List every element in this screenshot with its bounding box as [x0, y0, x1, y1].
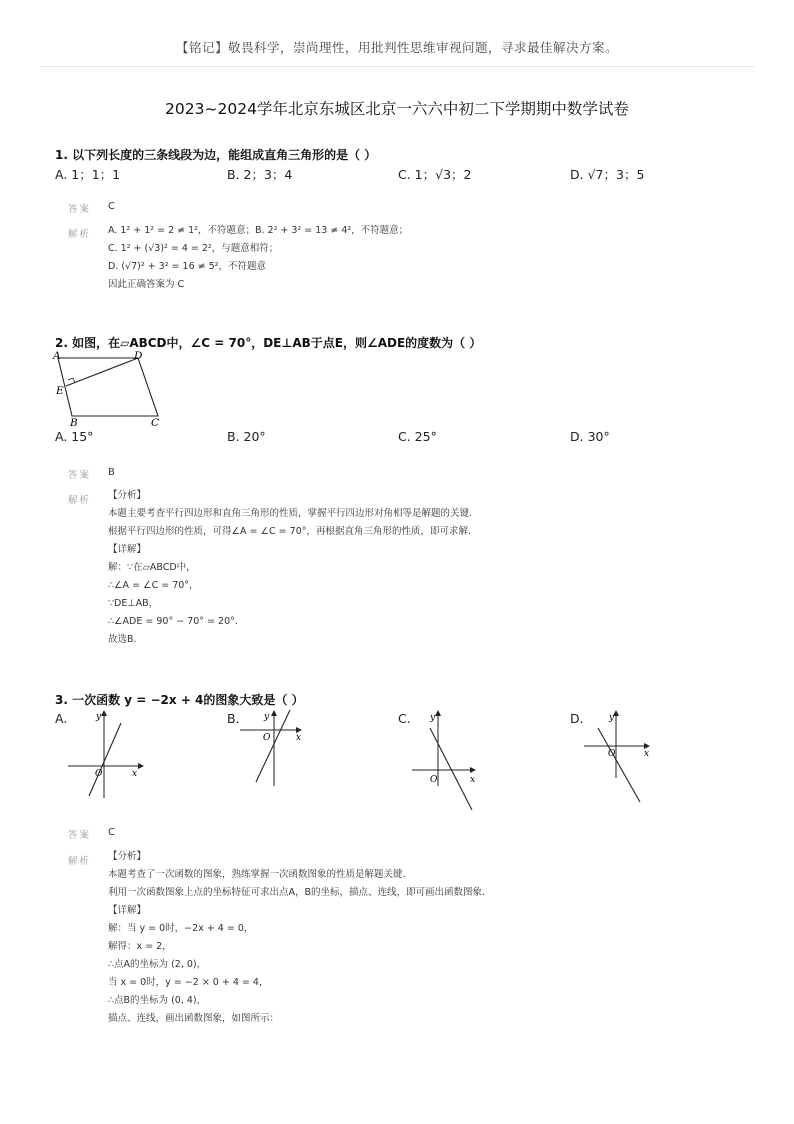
- q2-analysis-line: 【分析】: [108, 490, 147, 501]
- q1-option-a: A. 1；1；1: [55, 167, 121, 182]
- q2-analysis-line: 解：∵在▱ABCD中，: [108, 562, 196, 573]
- q3-analysis-line: 【分析】: [108, 851, 147, 862]
- origin-label: O: [608, 749, 616, 759]
- motto: 【铭记】敬畏科学，崇尚理性，用批判性思维审视问题，寻求最佳解决方案。: [175, 40, 618, 55]
- vertex-e-label: E: [56, 385, 64, 397]
- q2-analysis: [108, 487, 472, 649]
- segment-de: [66, 358, 138, 386]
- q3-answer: C: [108, 827, 115, 838]
- q3-analysis: [108, 848, 485, 1028]
- q3-analysis-line: ∴点B的坐标为 (0, 4)，: [108, 995, 207, 1006]
- q1-answer: C: [108, 201, 115, 212]
- function-line: [89, 723, 121, 796]
- q3-analysis-line: 利用一次函数图象上点的坐标特征可求出点A，B的坐标，描点、连线，即可画出函数图象.: [108, 887, 486, 898]
- q2-option-c: [398, 429, 437, 444]
- q1-option-c: C. 1；√3；2: [398, 167, 472, 182]
- q2-option-b: [227, 429, 266, 444]
- y-axis-label: y: [609, 713, 615, 723]
- q1-analysis-line: D. (√7)² + 3² = 16 ≠ 5²，不符题意: [108, 261, 266, 272]
- x-axis-label: x: [644, 749, 650, 759]
- q3-option-d-label: D.: [570, 711, 584, 726]
- q3-analysis-line: 描点、连线，画出函数图象，如图所示：: [108, 1013, 280, 1024]
- function-line: [430, 728, 472, 810]
- q2-answer: B: [108, 467, 115, 478]
- q2-analysis-label: 解析: [68, 495, 92, 506]
- q3-stem: 3. 一次函数 y = −2x + 4的图象大致是（ ）: [55, 693, 304, 707]
- q3-analysis-line: 解：当 y = 0时，−2x + 4 = 0，: [108, 923, 254, 934]
- q2-stem: 2. 如图，在▱ABCD中，∠C = 70°，DE⊥AB于点E，则∠ADE的度数为（ ）: [55, 336, 482, 350]
- header-divider: [40, 66, 754, 67]
- q3-analysis-line: 当 x = 0时，y = −2 × 0 + 4 = 4，: [108, 977, 269, 988]
- q2-analysis-line: ∴∠ADE = 90° − 70° = 20°.: [108, 616, 238, 627]
- q3-option-a-label: A.: [55, 711, 68, 726]
- q3-option-b-label: B.: [227, 711, 240, 726]
- q2-option-c-text: C. 25°: [398, 429, 437, 444]
- q3-answer-label: 答案: [68, 830, 92, 841]
- q2-option-d: [570, 429, 610, 444]
- q3-analysis-label: 解析: [68, 856, 92, 867]
- right-angle-mark: [68, 378, 75, 383]
- q2-option-a-text: A. 15°: [55, 429, 94, 444]
- q2-analysis-line: ∵DE⊥AB，: [108, 598, 159, 609]
- y-axis-label: y: [96, 712, 102, 722]
- q2-analysis-line: 本题主要考查平行四边形和直角三角形的性质，掌握平行四边形对角相等是解题的关键.: [108, 508, 473, 519]
- graph-option-b: [232, 706, 316, 800]
- vertex-a-label: A: [53, 350, 61, 362]
- graph-option-a: [62, 706, 146, 800]
- q3-option-c-label: C.: [398, 711, 411, 726]
- q3-analysis-line: 本题考查了一次函数的图象，熟练掌握一次函数图象的性质是解题关键.: [108, 869, 406, 880]
- q1-answer-label: 答案: [68, 204, 92, 215]
- q2-option-d-text: D. 30°: [570, 429, 610, 444]
- q1-analysis-label: 解析: [68, 229, 92, 240]
- origin-label: O: [95, 769, 103, 779]
- function-line: [598, 728, 640, 802]
- q3-analysis-line: 【详解】: [108, 905, 147, 916]
- q2-option-a: [55, 429, 93, 444]
- page-title: 2023~2024学年北京东城区北京一六六中初二下学期期中数学试卷: [165, 100, 629, 118]
- y-axis-label: y: [430, 713, 436, 723]
- q1-analysis-line: C. 1² + (√3)² = 4 = 2²，与题意相符；: [108, 243, 279, 254]
- q3-analysis-line: ∴点A的坐标为 (2, 0)，: [108, 959, 207, 970]
- q2-analysis-line: ∴∠A = ∠C = 70°，: [108, 580, 199, 591]
- graph-option-d: [582, 706, 666, 806]
- x-axis-label: x: [132, 769, 138, 779]
- q1-option-b: B. 2；3；4: [227, 167, 293, 182]
- origin-label: O: [263, 733, 271, 743]
- graph-option-c: [408, 706, 492, 810]
- q1-stem: 1. 以下列长度的三条线段为边，能组成直角三角形的是（ ）: [55, 148, 377, 162]
- q2-answer-label: 答案: [68, 470, 92, 481]
- q2-analysis-line: 【详解】: [108, 544, 147, 555]
- q1-analysis-line: 因此正确答案为 C: [108, 279, 185, 290]
- x-axis-label: x: [296, 733, 302, 743]
- q1-analysis-line: A. 1² + 1² = 2 ≠ 1²，不符题意；B. 2² + 3² = 13 ≠ 4²，不符题意；: [108, 225, 409, 236]
- origin-label: O: [430, 775, 438, 785]
- q1-option-d: D. √7；3；5: [570, 167, 645, 182]
- parallelogram-figure: [52, 350, 172, 428]
- vertex-b-label: B: [70, 417, 78, 428]
- q3-analysis-line: 解得：x = 2，: [108, 941, 172, 952]
- vertex-c-label: C: [151, 417, 160, 428]
- parallelogram-abcd: [58, 358, 158, 416]
- q2-analysis-line: 故选B.: [108, 634, 137, 645]
- q2-analysis-line: 根据平行四边形的性质，可得∠A = ∠C = 70°，再根据直角三角形的性质，即可求解.: [108, 526, 472, 537]
- x-axis-label: x: [470, 775, 476, 785]
- vertex-d-label: D: [134, 350, 143, 362]
- q2-option-b-text: B. 20°: [227, 429, 266, 444]
- q1-analysis: [108, 222, 408, 294]
- y-axis-label: y: [264, 712, 270, 722]
- function-line: [256, 710, 290, 782]
